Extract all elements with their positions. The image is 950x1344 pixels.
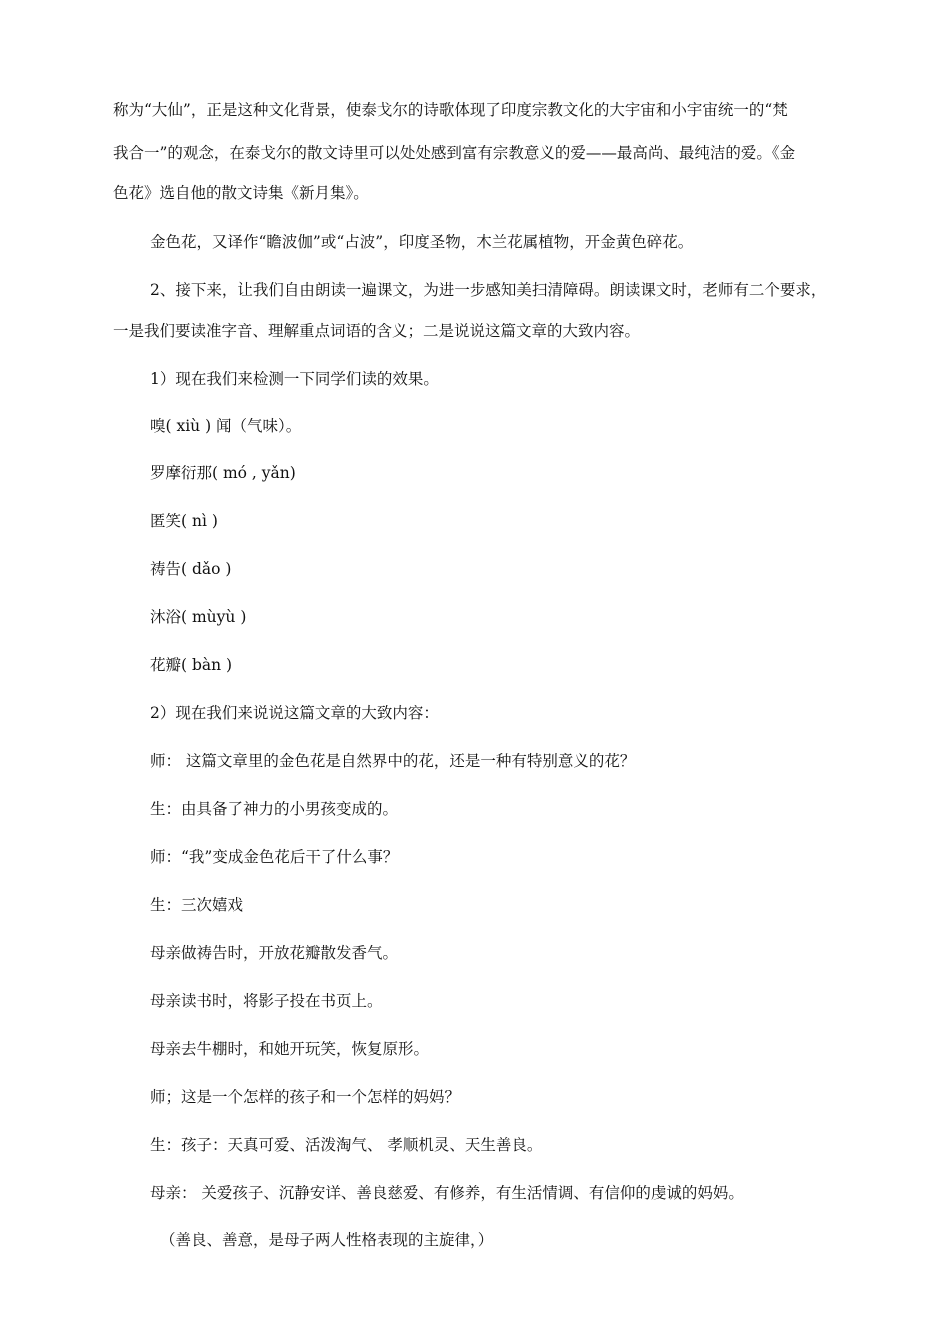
vocab-item: 沐浴( mùyù )	[150, 608, 247, 626]
vocab-item: 匿笑( nì )	[150, 512, 218, 530]
dialogue-line: 师： 这篇文章里的金色花是自然界中的花，还是一种有特别意义的花？	[150, 752, 636, 770]
item1-heading: 1）现在我们来检测一下同学们读的效果。	[150, 370, 439, 388]
dialogue-line: 生：三次嬉戏	[150, 896, 244, 914]
dialogue-line: 生：由具备了神力的小男孩变成的。	[150, 800, 399, 818]
dialogue-line: 生：孩子：天真可爱、活泼淘气、 孝顺机灵、天生善良。	[150, 1136, 543, 1154]
para1-line2: 我合一”的观念，在泰戈尔的散文诗里可以处处感到富有宗教意义的爱——最高尚、最纯洁的爱。《金	[113, 144, 796, 162]
item2-heading: 2）现在我们来说说这篇文章的大致内容：	[150, 704, 439, 722]
para1-line3: 色花》选自他的散文诗集《新月集》。	[113, 184, 369, 202]
para2: 金色花，又译作“瞻波伽”或“占波”，印度圣物，木兰花属植物，开金黄色碎花。	[150, 233, 694, 251]
dialogue-line: 师；这是一个怎样的孩子和一个怎样的妈妈？	[150, 1088, 461, 1106]
dialogue-line: 母亲： 关爱孩子、沉静安详、善良慈爱、有修养，有生活情调、有信仰的虔诚的妈妈。	[150, 1184, 744, 1202]
para3-line1: 2、接下来，让我们自由朗读一遍课文，为进一步感知美扫清障碍。朗读课文时，老师有二个要求，	[150, 281, 827, 299]
vocab-item: 祷告( dǎo )	[150, 560, 232, 578]
vocab-item: 花瓣( bàn )	[150, 656, 233, 674]
dialogue-line: 母亲去牛棚时，和她开玩笑，恢复原形。	[150, 1040, 430, 1058]
dialogue-line: 母亲做祷告时，开放花瓣散发香气。	[150, 944, 399, 962]
para3-line2: 一是我们要读准字音、理解重点词语的含义；二是说说这篇文章的大致内容。	[113, 322, 641, 340]
closing-note: （善良、善意，是母子两人性格表现的主旋律，）	[160, 1231, 494, 1249]
vocab-item: 嗅( xiù ) 闻（气味）。	[150, 417, 302, 435]
para1-line1: 称为“大仙”，正是这种文化背景，使泰戈尔的诗歌体现了印度宗教文化的大宇宙和小宇宙统一的“梵	[113, 101, 788, 119]
dialogue-line: 师：“我”变成金色花后干了什么事？	[150, 848, 399, 866]
vocab-item: 罗摩衍那( mó , yǎn)	[150, 464, 296, 482]
dialogue-line: 母亲读书时，将影子投在书页上。	[150, 992, 383, 1010]
